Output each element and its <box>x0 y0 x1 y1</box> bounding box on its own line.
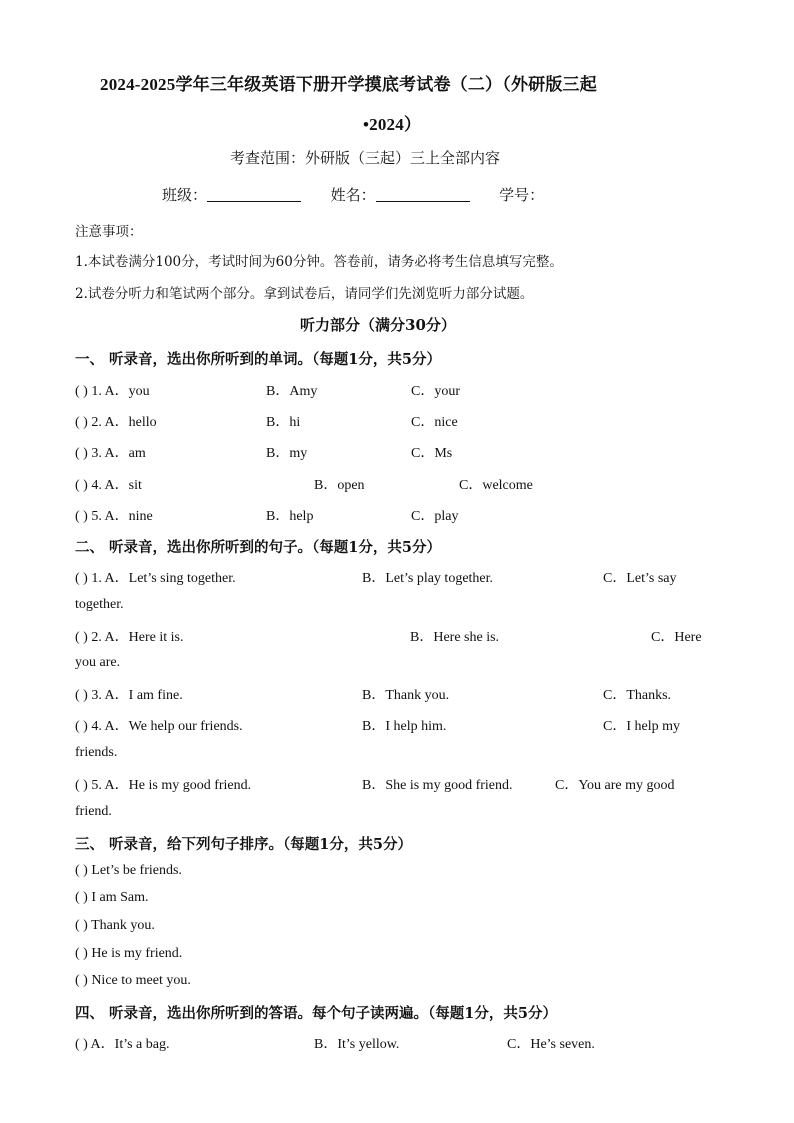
exam-title-line2: •2024） <box>363 115 422 134</box>
s3-item-2: ( ) I am Sam. <box>75 890 149 905</box>
id-label: 学号： <box>499 186 545 204</box>
s2-q4-c: C．I help my <box>603 719 680 734</box>
class-field[interactable] <box>207 187 301 202</box>
s1-q5-c: C．play <box>411 509 459 524</box>
s3-item-1: ( ) Let’s be friends. <box>75 863 182 878</box>
exam-title-line1: 2024-2025学年三年级英语下册开学摸底考试卷（二）（外研版三起 <box>100 75 597 94</box>
section3-title: 三、 听录音，给下列句子排序。（每题1分，共5分） <box>75 836 412 853</box>
s1-q1-c: C．your <box>411 384 460 399</box>
notes-line1: 1.本试卷满分100分，考试时间为60分钟。答卷前，请务必将考生信息填写完整。 <box>75 254 563 270</box>
s1-q5-a: ( ) 5. A．nine <box>75 509 153 524</box>
s2-q3-b: B．Thank you. <box>362 688 450 703</box>
s2-q2-b: B．Here she is. <box>410 630 500 645</box>
s1-q4-b: B．open <box>314 478 365 493</box>
listening-section-title: 听力部分（满分30分） <box>300 316 456 334</box>
s1-q2-c: C．nice <box>411 415 458 430</box>
s2-q1-cont: together. <box>75 597 124 612</box>
s1-q3-c: C．Ms <box>411 446 453 461</box>
s1-q3-a: ( ) 3. A．am <box>75 446 146 461</box>
s2-q3-c: C．Thanks. <box>603 688 672 703</box>
s3-item-5: ( ) Nice to meet you. <box>75 973 191 988</box>
s2-q2-a: ( ) 2. A．Here it is. <box>75 630 184 645</box>
s2-q5-b: B．She is my good friend. <box>362 778 513 793</box>
s2-q2-cont: you are. <box>75 655 121 670</box>
s4-q1-c: C．He’s seven. <box>507 1037 595 1052</box>
notes-line2: 2.试卷分听力和笔试两个部分。拿到试卷后，请同学们先浏览听力部分试题。 <box>75 286 534 302</box>
s2-q5-a: ( ) 5. A．He is my good friend. <box>75 778 252 793</box>
class-label: 班级： <box>162 186 208 204</box>
s1-q2-a: ( ) 2. A．hello <box>75 415 157 430</box>
name-field[interactable] <box>376 187 470 202</box>
exam-scope: 考查范围：外研版（三起）三上全部内容 <box>230 149 501 167</box>
s1-q5-b: B．help <box>266 509 314 524</box>
s2-q1-c: C．Let’s say <box>603 571 677 586</box>
s3-item-3: ( ) Thank you. <box>75 918 155 933</box>
s4-q1-b: B．It’s yellow. <box>314 1037 400 1052</box>
section1-title: 一、 听录音，选出你所听到的单词。（每题1分，共5分） <box>75 351 441 368</box>
s3-item-4: ( ) He is my friend. <box>75 946 183 961</box>
s2-q4-b: B．I help him. <box>362 719 447 734</box>
s2-q5-cont: friend. <box>75 804 112 819</box>
s2-q4-cont: friends. <box>75 745 118 760</box>
section4-title: 四、 听录音，选出你所听到的答语。每个句子读两遍。（每题1分，共5分） <box>75 1005 557 1022</box>
s2-q5-c: C．You are my good <box>555 778 675 793</box>
s1-q1-b: B．Amy <box>266 384 318 399</box>
s1-q3-b: B．my <box>266 446 308 461</box>
s1-q2-b: B．hi <box>266 415 301 430</box>
name-label: 姓名： <box>330 186 376 204</box>
s4-q1-a: ( ) A．It’s a bag. <box>75 1037 170 1052</box>
notes-heading: 注意事项： <box>75 224 143 240</box>
student-info-row <box>162 184 544 205</box>
s1-q4-a: ( ) 4. A．sit <box>75 478 142 493</box>
s2-q3-a: ( ) 3. A．I am fine. <box>75 688 183 703</box>
s2-q2-c: C．Here <box>651 630 702 645</box>
s1-q1-a: ( ) 1. A．you <box>75 384 150 399</box>
s2-q1-b: B．Let’s play together. <box>362 571 494 586</box>
s2-q4-a: ( ) 4. A．We help our friends. <box>75 719 243 734</box>
s2-q1-a: ( ) 1. A．Let’s sing together. <box>75 571 236 586</box>
s1-q4-c: C．welcome <box>459 478 533 493</box>
section2-title: 二、 听录音，选出你所听到的句子。（每题1分，共5分） <box>75 539 441 556</box>
